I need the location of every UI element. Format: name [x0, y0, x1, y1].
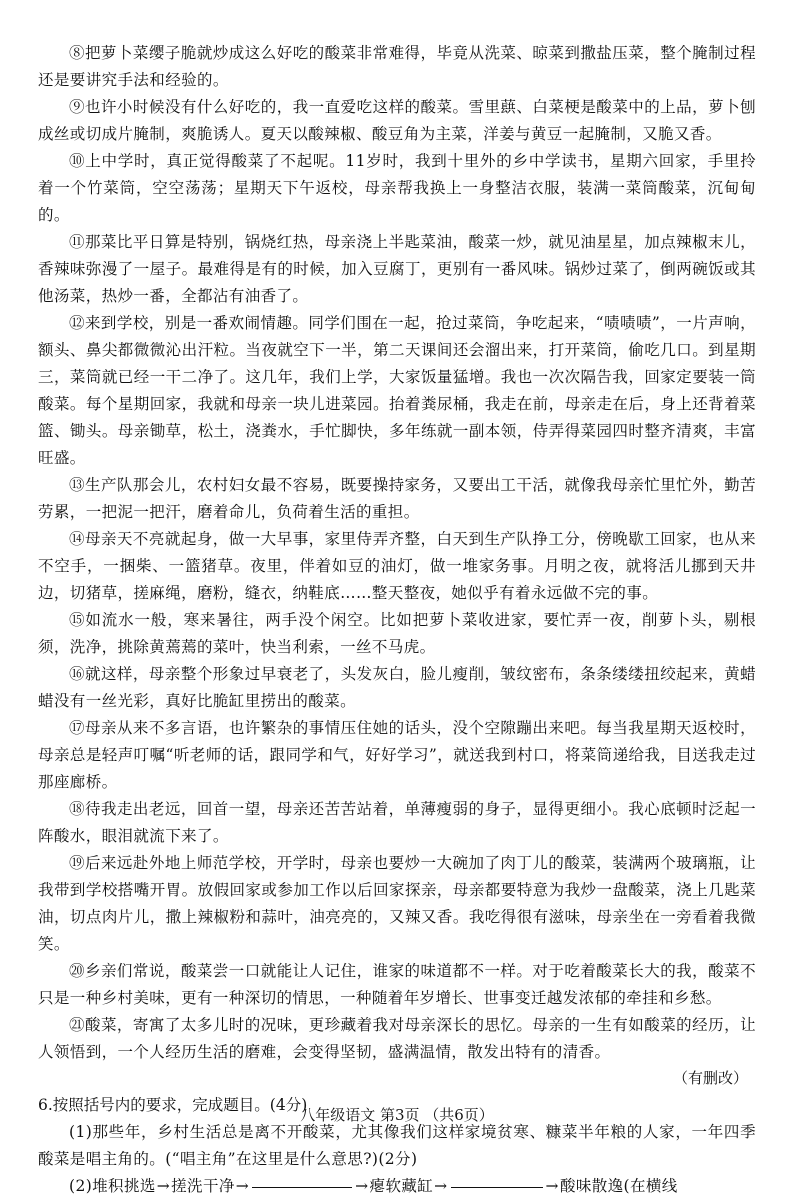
arrow-icon: → — [355, 1177, 369, 1195]
paragraph-16: ⑯就这样，母亲整个形象过早衰老了，头发灰白，脸儿瘦削，皱纹密布，条条缕缕扭绞起来，黄蜡蜡没有一丝光彩，真好比脆缸里捞出的酸菜。 — [38, 665, 756, 710]
paragraph-18: ⑱待我走出老远，回首一望，母亲还苦苦站着，单薄瘦弱的身子，显得更细小。我心底顿时泛起一阵酸水，眼泪就流下来了。 — [38, 800, 756, 845]
paragraph-13: ⑬生产队那会儿，农村妇女最不容易，既要操持家务，又要出工干活，就像我母亲忙里忙外，勤苦劳累，一把泥一把汗，磨着命儿，负荷着生活的重担。 — [38, 476, 756, 521]
article-body — [38, 40, 756, 1090]
flow-step-wash: 搓洗干净 — [171, 1177, 235, 1195]
paragraph-20: ⑳乡亲们常说，酸菜尝一口就能让人记住，谁家的味道都不一样。对于吃着酸菜长大的我，酸菜不只是一种乡村美味，更有一种深切的情思，一种随着年岁增长、世事变迁越发浓郁的牵挂和乡愁。 — [38, 962, 756, 1007]
paragraph-15: ⑮如流水一般，寒来暑往，两手没个闲空。比如把萝卜菜收进家，要忙弄一夜，削萝卜头，剔根须，洗净，挑除黄蔫蔫的菜叶，快当利索，一丝不马虎。 — [38, 611, 756, 656]
flow-step-start: (2)堆积挑选 — [69, 1177, 156, 1195]
paragraph-17: ⑰母亲从来不多言语，也许繁杂的事情压住她的话头，没个空隙蹦出来吧。每当我星期天返校时，母亲总是轻声叮嘱“听老师的话，跟同学和气，好好学习”，就送我到村口，将菜筒递给我，目送我走过那座廊桥。 — [38, 719, 756, 791]
question-6-part-1: (1)那些年，乡村生活总是离不开酸菜，尤其像我们这样家境贫寒、糠菜半年粮的人家，一年四季酸菜是唱主角的。(“唱主角”在这里是什么意思?)(2分) — [38, 1123, 756, 1168]
flow-step-store: 瘪软藏缸 — [369, 1177, 434, 1195]
answer-blank-1[interactable] — [252, 1186, 352, 1188]
arrow-icon: → — [545, 1177, 559, 1195]
paragraph-14: ⑭母亲天不亮就起身，做一大早事，家里侍弄齐整，白天到生产队挣工分，傍晚歇工回家，也从来不空手，一捆柴、一篮猪草。夜里，伴着如豆的油灯，做一堆家务事。月明之夜，就将活儿挪到天井边，切猪草，搓麻绳，磨粉，缝衣，纳鞋底……整天整夜，她似乎有着永远做不完的事。 — [38, 530, 756, 602]
paragraph-12: ⑫来到学校，别是一番欢闹情趣。同学们围在一起，抢过菜筒，争吃起来，“啧啧啧”，一片声响，额头、鼻尖都微微沁出汗粒。当夜就空下一半，第二天课间还会溜出来，打开菜筒，偷吃几口。到星期三，菜筒就已经一干二净了。这几年，我们上学，大家饭量猛增。我也一次次隔告我，回家定要装一筒酸菜。每个星期回家，我就和母亲一块儿进菜园。抬着粪尿桶，我走在前，母亲走在后，身上还背着菜篮、锄头。母亲锄草，松土，浇粪水，手忙脚快，多年练就一副本领，侍弄得菜园四时整齐清爽，丰富旺盛。 — [38, 314, 756, 467]
paragraph-21: ㉑酸菜，寄寓了太多儿时的况味，更珍藏着我对母亲深长的思忆。母亲的一生有如酸菜的经历，让人领悟到，一个人经历生活的磨难，会变得坚韧，盛满温情，散发出特有的清香。 — [38, 1016, 756, 1061]
paragraph-19: ⑲后来远赴外地上师范学校，开学时，母亲也要炒一大碗加了肉丁儿的酸菜，装满两个玻璃瓶，让我带到学校搭嘴开胃。放假回家或参加工作以后回家探亲，母亲都要特意为我炒一盘酸菜，浇上几匙菜油，切点肉片儿，撒上辣椒粉和蒜叶，油亮亮的，又辣又香。我吃得很有滋味，母亲坐在一旁看着我微笑。 — [38, 854, 756, 953]
question-6-part-2 — [38, 1173, 756, 1200]
paragraph-9: ⑨也许小时候没有什么好吃的，我一直爱吃这样的酸菜。雪里蕻、白菜梗是酸菜中的上品，萝卜刨成丝或切成片腌制，爽脆诱人。夏天以酸辣椒、酸豆角为主菜，洋姜与黄豆一起腌制，又脆又香。 — [38, 98, 756, 143]
paragraph-10: ⑩上中学时，真正觉得酸菜了不起呢。11岁时，我到十里外的乡中学读书，星期六回家，手里拎着一个竹菜筒，空空荡荡；星期天下午返校，母亲帮我换上一身整洁衣服，装满一菜筒酸菜，沉甸甸的。 — [38, 152, 756, 224]
answer-blank-2[interactable] — [451, 1186, 543, 1188]
paragraph-8: ⑧把萝卜菜缨子脆就炒成这么好吃的酸菜非常难得，毕竟从洗菜、晾菜到撒盐压菜，整个腌制过程还是要讲究手法和经验的。 — [38, 44, 756, 89]
flow-step-end: 酸味散逸(在横线 — [559, 1177, 678, 1195]
source-note: （有删改） — [672, 1069, 748, 1087]
arrow-icon: → — [156, 1177, 171, 1195]
question-6-heading: 6.按照括号内的要求，完成题目。(4分) — [38, 1096, 308, 1114]
page-footer: 八年级语文 第3页 （共6页） — [300, 1107, 494, 1123]
arrow-icon: → — [235, 1177, 250, 1195]
paragraph-11: ⑪那菜比平日算是特别，锅烧红热，母亲浇上半匙菜油，酸菜一炒，就见油星星，加点辣椒末儿，香辣味弥漫了一屋子。最难得是有的时候，加入豆腐丁，更别有一番风味。锅炒过菜了，倒两碗饭或其他汤菜，热炒一番，全都沾有油香了。 — [38, 233, 756, 305]
arrow-icon: → — [434, 1177, 448, 1195]
